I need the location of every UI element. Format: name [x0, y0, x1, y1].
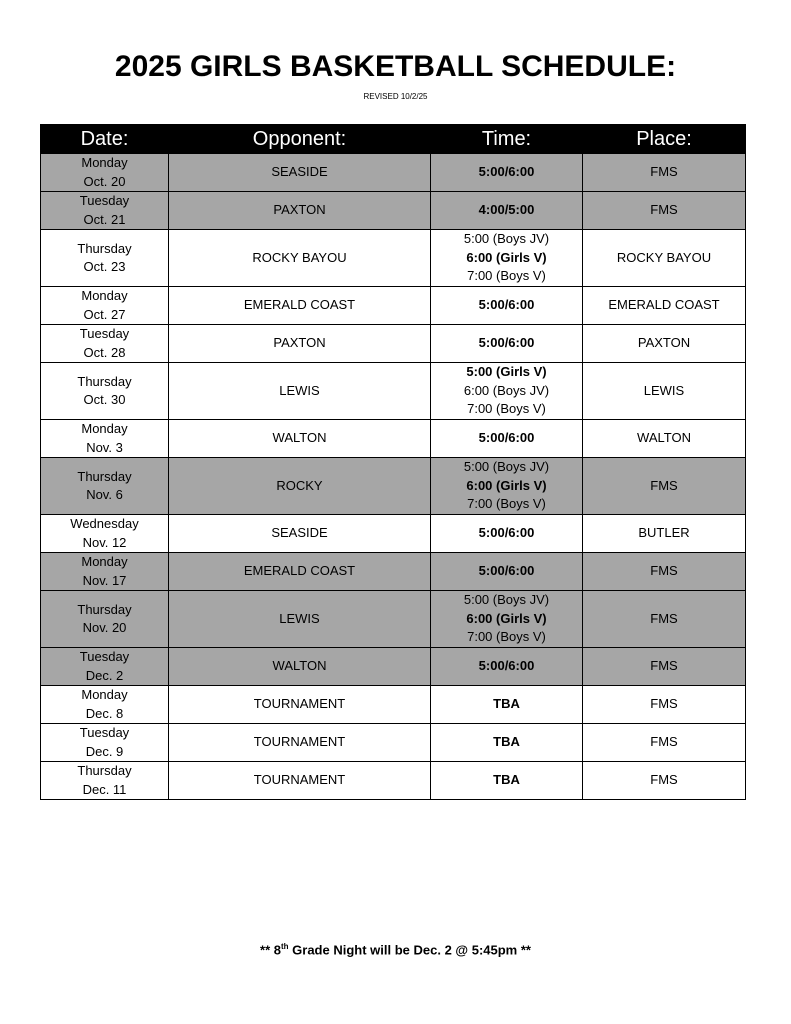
date-label: Nov. 20	[82, 620, 127, 635]
place-cell: ROCKY BAYOU	[583, 230, 746, 287]
time-line: 5:00 (Girls V)	[466, 364, 547, 380]
place-cell: FMS	[583, 192, 746, 230]
footer-superscript: th	[280, 942, 289, 951]
opponent-cell: WALTON	[169, 420, 431, 458]
date-label: Nov. 17	[82, 572, 127, 588]
table-header-row	[41, 125, 746, 154]
day-label: Monday	[81, 687, 128, 702]
date-cell	[41, 325, 169, 363]
time-cell	[431, 591, 583, 648]
time-line: 4:00/5:00	[478, 202, 535, 218]
date-cell	[41, 686, 169, 724]
date-label: Oct. 27	[83, 306, 126, 322]
place-cell: PAXTON	[583, 325, 746, 363]
date-label: Oct. 23	[83, 259, 126, 274]
time-line: 5:00 (Boys JV)	[463, 459, 550, 475]
day-label: Thursday	[77, 240, 132, 256]
table-row	[41, 154, 746, 192]
place-cell: FMS	[583, 686, 746, 724]
time-cell	[431, 762, 583, 800]
footer-prefix: ** 8	[260, 942, 281, 958]
time-line: 5:00 (Boys JV)	[463, 231, 550, 247]
day-label: Tuesday	[79, 326, 130, 341]
date-cell	[41, 192, 169, 230]
table-row	[41, 192, 746, 230]
opponent-cell: TOURNAMENT	[169, 724, 431, 762]
place-cell: WALTON	[583, 420, 746, 458]
day-label: Monday	[81, 288, 128, 303]
opponent-cell: ROCKY BAYOU	[169, 230, 431, 287]
opponent-cell: PAXTON	[169, 192, 431, 230]
header-opponent: Opponent:	[169, 125, 431, 154]
revised-date: REVISED 10/2/25	[363, 92, 428, 101]
place-cell: FMS	[583, 724, 746, 762]
date-cell	[41, 515, 169, 553]
table-row	[41, 515, 746, 553]
date-label: Nov. 6	[86, 487, 123, 502]
opponent-cell: WALTON	[169, 648, 431, 686]
time-cell	[431, 553, 583, 591]
opponent-cell: TOURNAMENT	[169, 762, 431, 800]
header-place: Place:	[583, 125, 746, 154]
time-cell	[431, 648, 583, 686]
table-row	[41, 287, 746, 325]
time-line: 6:00 (Girls V)	[466, 477, 547, 493]
time-cell	[431, 724, 583, 762]
opponent-cell: ROCKY	[169, 458, 431, 515]
time-line: 5:00/6:00	[478, 335, 535, 351]
table-row	[41, 686, 746, 724]
date-label: Oct. 20	[83, 173, 126, 189]
day-label: Monday	[81, 155, 128, 170]
table-row	[41, 230, 746, 287]
time-line: 5:00 (Boys JV)	[463, 592, 550, 608]
date-label: Nov. 3	[86, 439, 123, 455]
time-cell	[431, 515, 583, 553]
table-row	[41, 648, 746, 686]
opponent-cell: PAXTON	[169, 325, 431, 363]
place-cell: BUTLER	[583, 515, 746, 553]
table-row	[41, 420, 746, 458]
opponent-cell: SEASIDE	[169, 154, 431, 192]
time-cell	[431, 154, 583, 192]
day-label: Monday	[81, 421, 128, 436]
day-label: Thursday	[77, 468, 132, 484]
date-cell	[41, 553, 169, 591]
day-label: Monday	[81, 554, 128, 569]
page-title: 2025 GIRLS BASKETBALL SCHEDULE:	[114, 50, 677, 83]
time-line: 7:00 (Boys V)	[467, 401, 546, 417]
schedule-table	[40, 124, 746, 800]
time-cell	[431, 363, 583, 420]
opponent-cell: LEWIS	[169, 363, 431, 420]
time-cell	[431, 192, 583, 230]
opponent-cell: EMERALD COAST	[169, 553, 431, 591]
time-line: 6:00 (Girls V)	[466, 610, 547, 626]
time-line: TBA	[493, 772, 520, 788]
time-cell	[431, 420, 583, 458]
date-label: Dec. 11	[82, 781, 127, 797]
day-label: Tuesday	[79, 649, 130, 664]
date-cell	[41, 230, 169, 287]
date-label: Oct. 28	[83, 344, 126, 360]
footer-note	[0, 942, 791, 957]
place-cell: FMS	[583, 458, 746, 515]
day-label: Wednesday	[70, 516, 139, 531]
time-line: 6:00 (Girls V)	[466, 249, 547, 265]
time-line: 7:00 (Boys V)	[467, 629, 546, 645]
time-line: 5:00/6:00	[478, 164, 535, 180]
day-label: Thursday	[77, 373, 132, 389]
day-label: Tuesday	[79, 725, 130, 740]
date-label: Dec. 9	[85, 743, 124, 759]
table-row	[41, 325, 746, 363]
opponent-cell: SEASIDE	[169, 515, 431, 553]
table-row	[41, 724, 746, 762]
time-line: 5:00/6:00	[478, 658, 535, 674]
opponent-cell: TOURNAMENT	[169, 686, 431, 724]
time-cell	[431, 287, 583, 325]
date-cell	[41, 724, 169, 762]
table-row	[41, 458, 746, 515]
opponent-cell: LEWIS	[169, 591, 431, 648]
date-cell	[41, 762, 169, 800]
time-line: 5:00/6:00	[478, 297, 535, 313]
place-cell: FMS	[583, 553, 746, 591]
date-label: Nov. 12	[82, 534, 127, 550]
date-cell	[41, 648, 169, 686]
place-cell: EMERALD COAST	[583, 287, 746, 325]
time-line: 7:00 (Boys V)	[467, 496, 546, 512]
time-line: 5:00/6:00	[478, 563, 535, 579]
time-line: TBA	[493, 696, 520, 712]
date-cell	[41, 420, 169, 458]
place-cell: FMS	[583, 648, 746, 686]
place-cell: FMS	[583, 154, 746, 192]
table-row	[41, 762, 746, 800]
time-cell	[431, 230, 583, 287]
time-cell	[431, 325, 583, 363]
table-row	[41, 553, 746, 591]
opponent-cell: EMERALD COAST	[169, 287, 431, 325]
time-line: TBA	[493, 734, 520, 750]
table-row	[41, 591, 746, 648]
place-cell: FMS	[583, 762, 746, 800]
date-label: Oct. 21	[83, 211, 126, 227]
day-label: Thursday	[77, 601, 132, 617]
date-cell	[41, 591, 169, 648]
day-label: Thursday	[77, 763, 132, 778]
date-cell	[41, 458, 169, 515]
footer-suffix: Grade Night will be Dec. 2 @ 5:45pm **	[288, 942, 531, 958]
date-cell	[41, 363, 169, 420]
header-time: Time:	[431, 125, 583, 154]
date-cell	[41, 287, 169, 325]
time-line: 5:00/6:00	[478, 525, 535, 541]
header-date: Date:	[41, 125, 169, 154]
place-cell: LEWIS	[583, 363, 746, 420]
table-row	[41, 363, 746, 420]
time-line: 6:00 (Boys JV)	[463, 382, 550, 398]
day-label: Tuesday	[79, 193, 130, 208]
date-label: Oct. 30	[83, 392, 126, 407]
date-cell	[41, 154, 169, 192]
time-line: 5:00/6:00	[478, 430, 535, 446]
time-cell	[431, 458, 583, 515]
time-cell	[431, 686, 583, 724]
date-label: Dec. 2	[85, 667, 124, 683]
time-line: 7:00 (Boys V)	[467, 268, 546, 284]
place-cell: FMS	[583, 591, 746, 648]
date-label: Dec. 8	[85, 705, 124, 721]
